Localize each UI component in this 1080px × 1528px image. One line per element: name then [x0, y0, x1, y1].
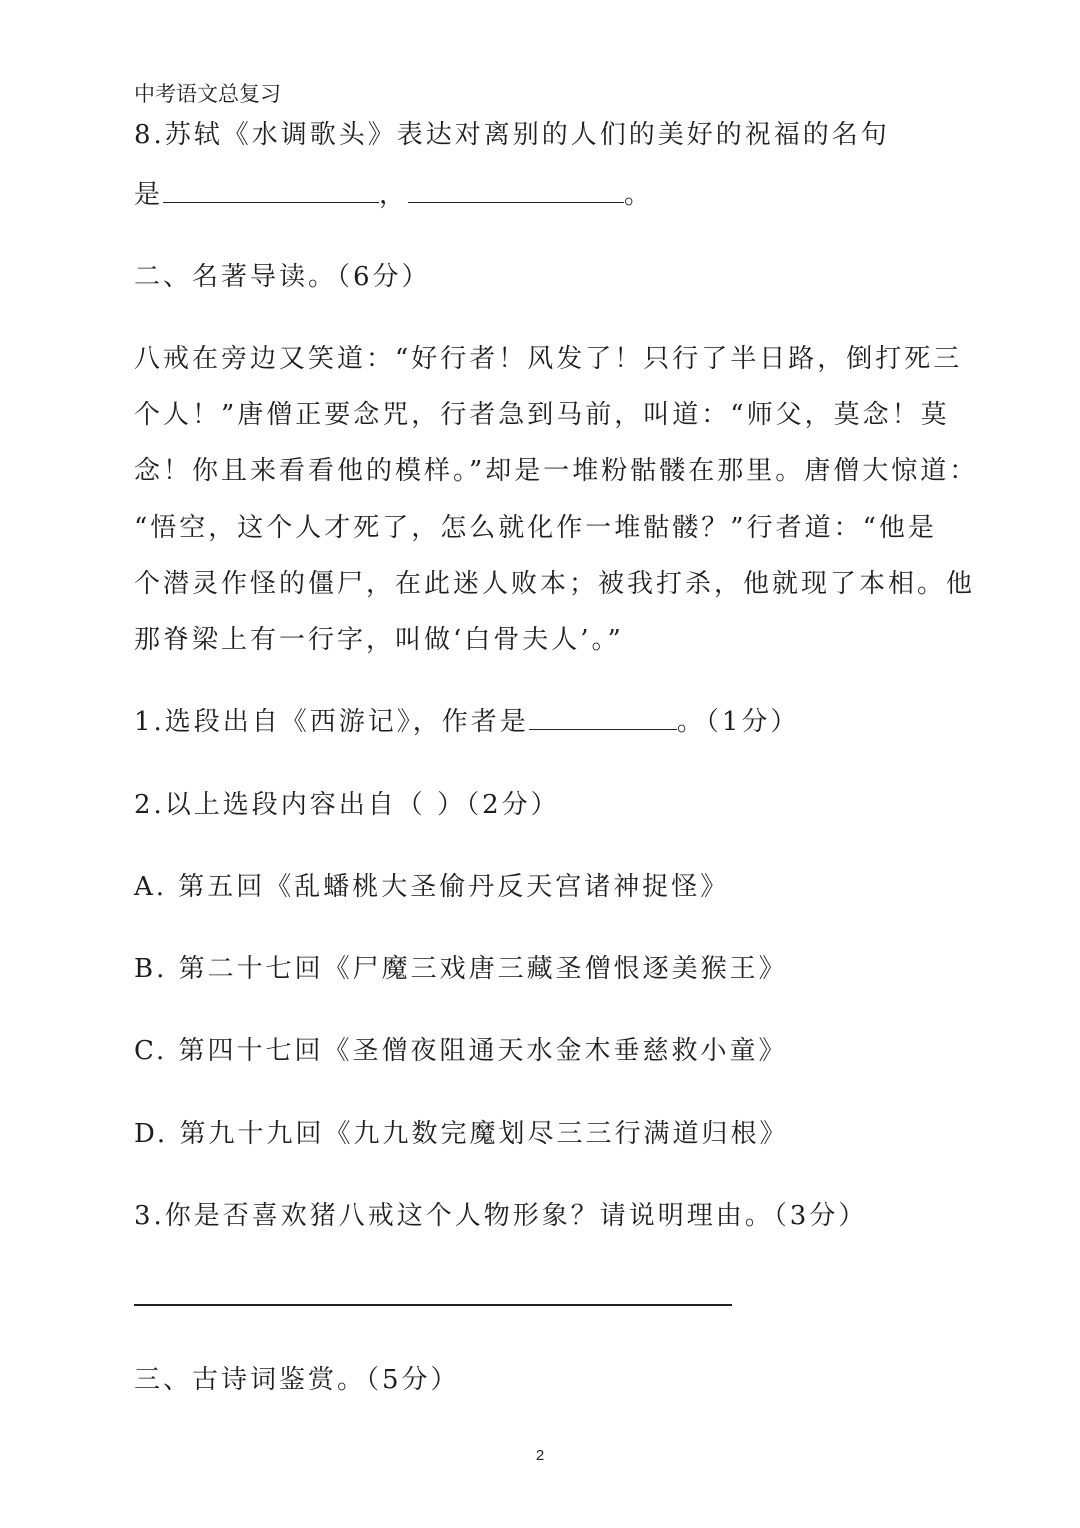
answer-blank-author[interactable]: [529, 703, 677, 730]
question-8-line: 8.苏轼《水调歌头》表达对离别的人们的美好的祝福的名句: [134, 120, 890, 150]
passage-line: 个潜灵作怪的僵尸，在此迷人败本；被我打杀，他就现了本相。他: [134, 569, 976, 599]
option-a: A. 第五回《乱蟠桃大圣偷丹反天宫诸神捉怪》: [134, 872, 730, 902]
question-8-answer-line: [134, 174, 653, 211]
section-2-title: 二、名著导读。（6分）: [134, 262, 431, 292]
page-number: 2: [535, 1447, 545, 1464]
question-2: 2.以上选段内容出自（ ）（2分）: [134, 790, 560, 820]
page-header: 中考语文总复习: [134, 82, 281, 106]
question-1-suffix: 。（1分）: [676, 707, 800, 737]
question-1-text: 1.选段出自《西游记》，作者是: [134, 707, 529, 737]
passage-line: 那脊梁上有一行字，叫做‘白骨夫人’。”: [134, 625, 624, 655]
question-3: 3.你是否喜欢猪八戒这个人物形象？请说明理由。（3分）: [134, 1201, 868, 1231]
question-3-answer-line[interactable]: [134, 1304, 732, 1306]
question-8-comma: ，: [379, 180, 409, 210]
section-3-title: 三、古诗词鉴赏。（5分）: [134, 1365, 460, 1395]
option-c: C. 第四十七回《圣僧夜阻通天水金木垂慈救小童》: [134, 1036, 788, 1066]
passage-line: “悟空，这个人才死了，怎么就化作一堆骷髅？”行者道：“他是: [134, 513, 937, 543]
question-1: [134, 701, 799, 738]
question-8-prefix: 是: [134, 180, 164, 210]
passage-line: 个人！”唐僧正要念咒，行者急到马前，叫道：“师父，莫念！莫: [134, 400, 950, 430]
option-b: B. 第二十七回《尸魔三戏唐三藏圣僧恨逐美猴王》: [134, 954, 788, 984]
answer-blank-2[interactable]: [408, 176, 624, 203]
question-8-end: 。: [624, 180, 654, 210]
option-d: D. 第九十九回《九九数完魔划尽三三行满道归根》: [134, 1119, 789, 1149]
passage-line: 念！你且来看看他的模样。”却是一堆粉骷髅在那里。唐僧大惊道：: [134, 456, 979, 486]
answer-blank-1[interactable]: [163, 176, 379, 203]
passage-line: 八戒在旁边又笑道：“好行者！风发了！只行了半日路，倒打死三: [134, 344, 963, 374]
